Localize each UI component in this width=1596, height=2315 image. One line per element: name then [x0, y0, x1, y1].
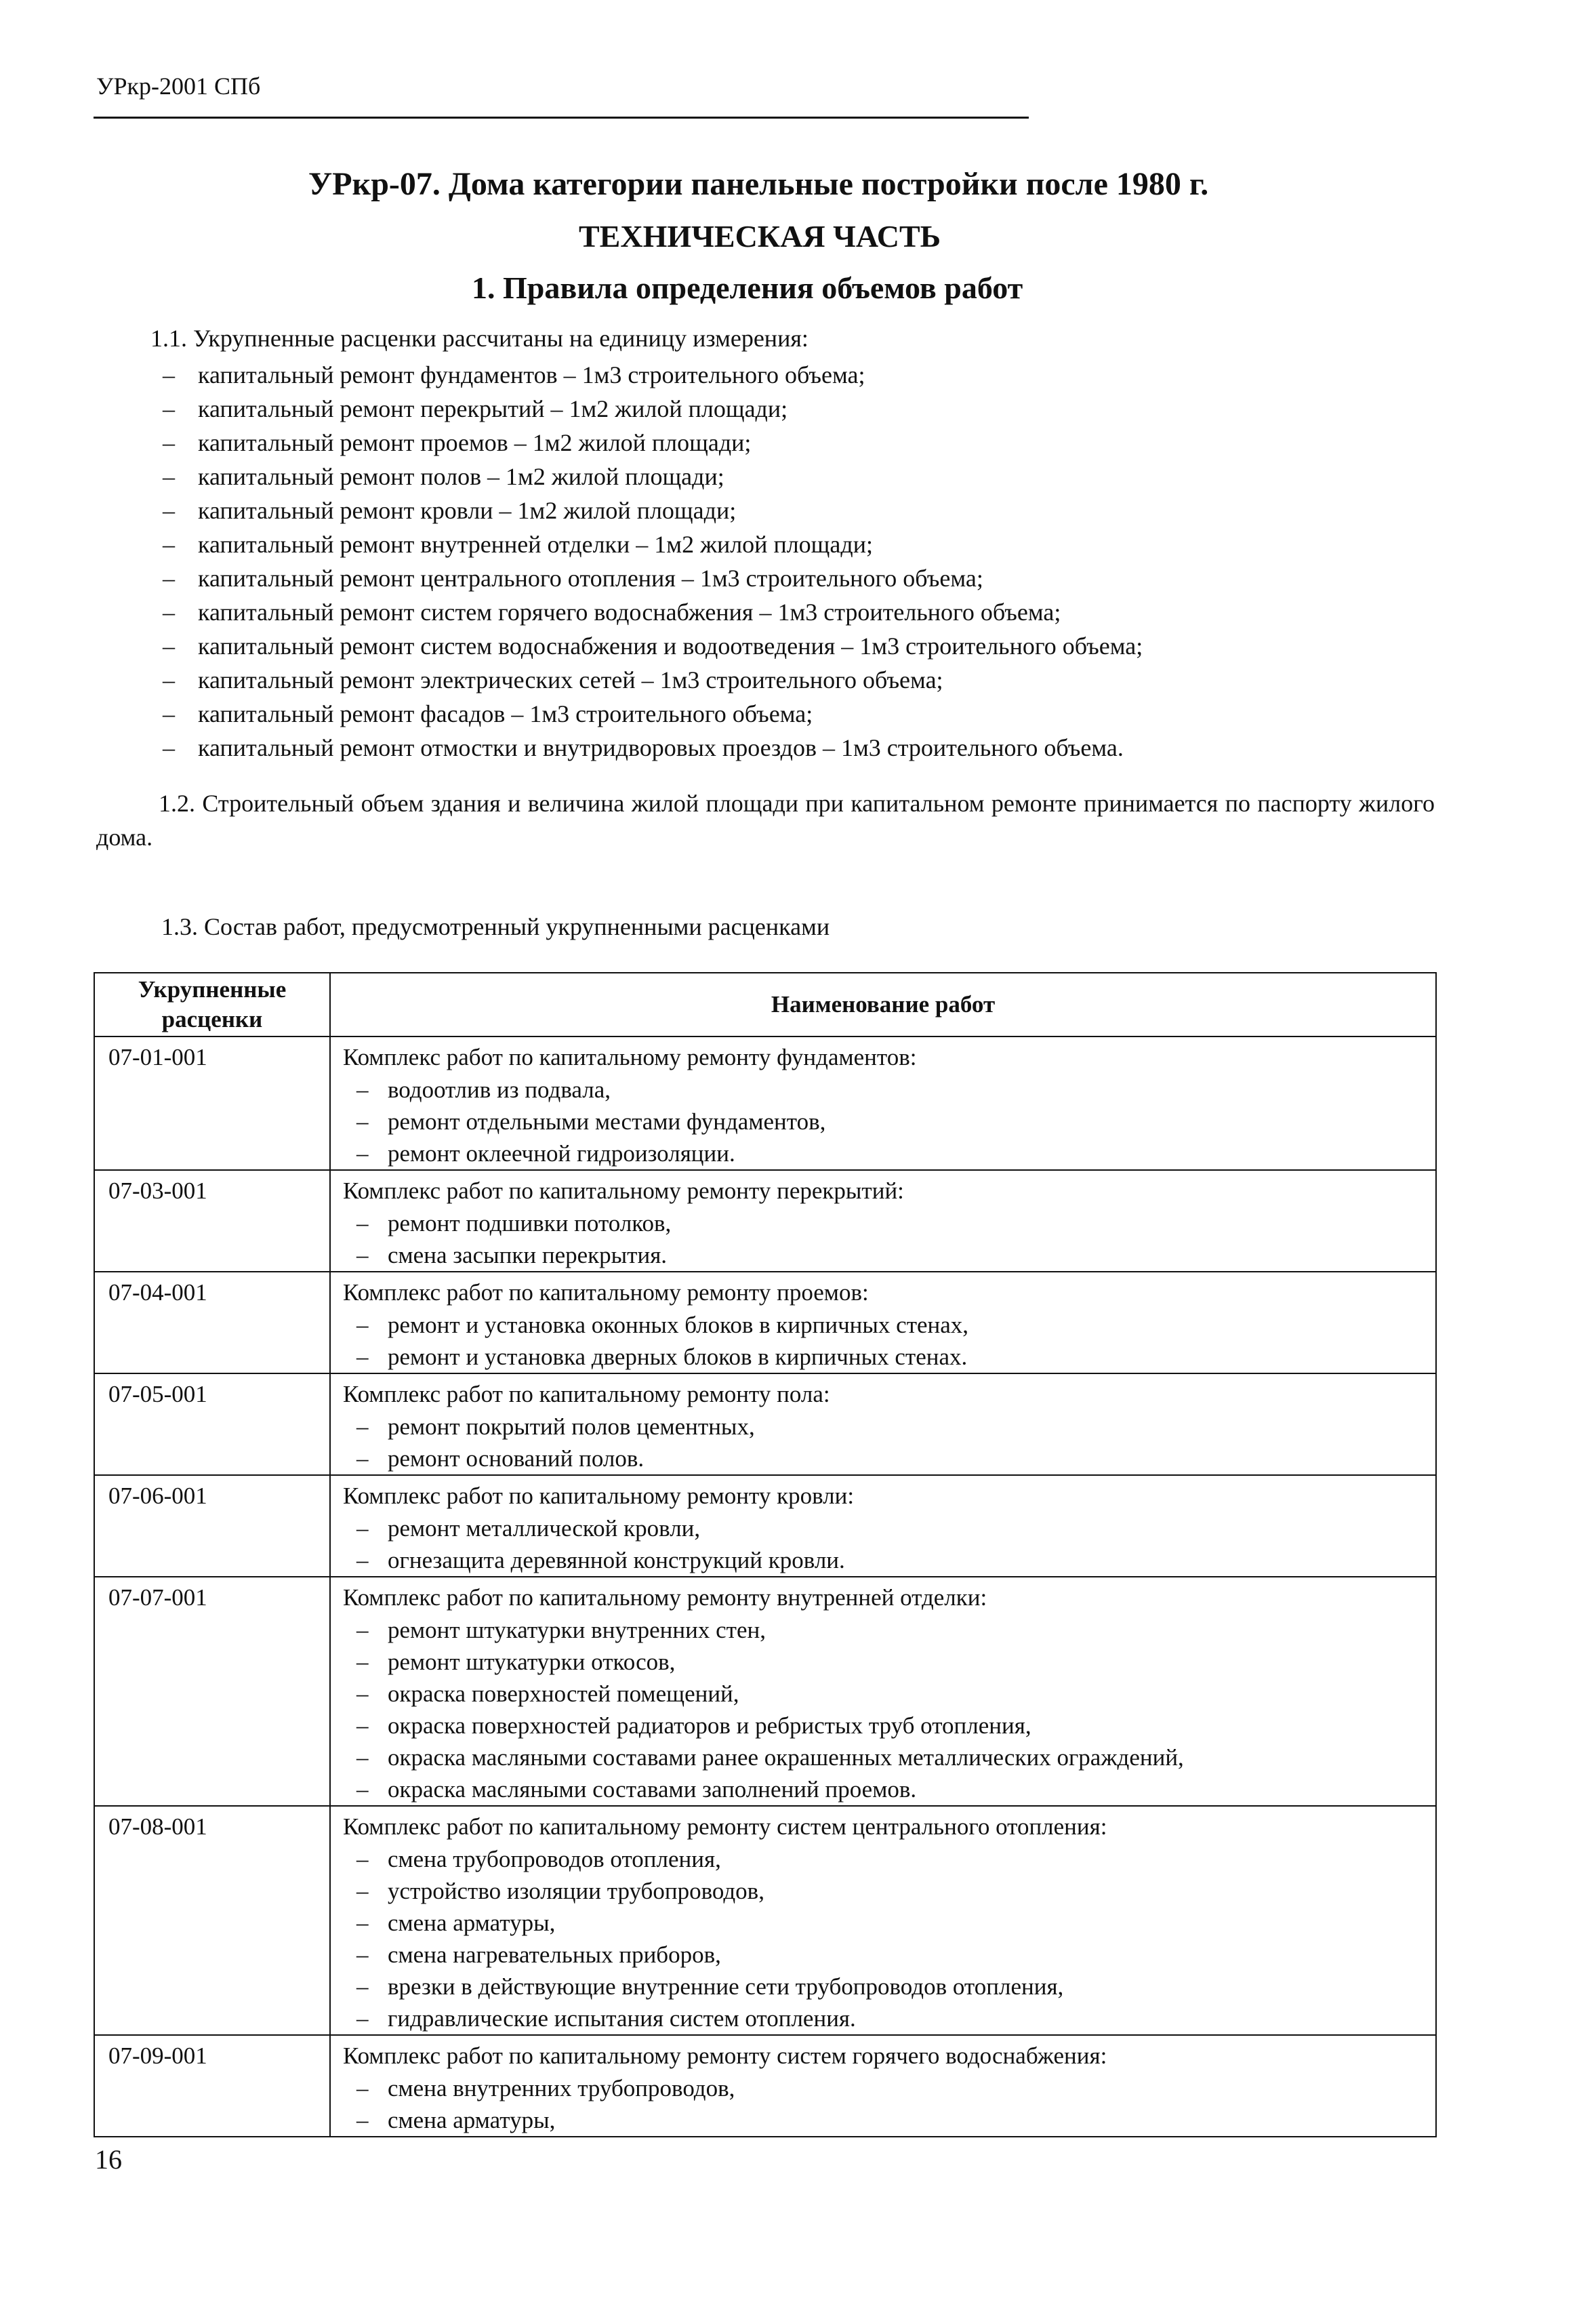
works-lead: Комплекс работ по капитальному ремонту внутренней отделки:	[343, 1584, 987, 1611]
list-item: – капитальный ремонт фундаментов – 1м3 строительного объема;	[163, 358, 1143, 392]
rate-code: 07-08-001	[94, 1806, 330, 2035]
work-item: – смена засыпки перекрытия.	[356, 1239, 1435, 1271]
work-item: – водоотлив из подвала,	[356, 1074, 1435, 1106]
main-title: УРкр-07. Дома категории панельные постройки после 1980 г.	[308, 166, 1209, 202]
table-row	[94, 1272, 1436, 1373]
header-rule	[94, 117, 1029, 119]
works-lead: Комплекс работ по капитальному ремонту проемов:	[343, 1279, 869, 1306]
work-item: – смена трубопроводов отопления,	[356, 1843, 1435, 1875]
works-lead: Комплекс работ по капитальному ремонту пола:	[343, 1381, 830, 1407]
work-item: – смена нагревательных приборов,	[356, 1939, 1435, 1971]
work-item: – окраска поверхностей помещений,	[356, 1678, 1435, 1710]
work-item: – ремонт металлической кровли,	[356, 1512, 1435, 1544]
work-item: – ремонт штукатурки откосов,	[356, 1646, 1435, 1678]
work-item: – ремонт покрытий полов цементных,	[356, 1411, 1435, 1443]
list-item: – капитальный ремонт полов – 1м2 жилой площади;	[163, 460, 1143, 494]
list-item: – капитальный ремонт отмостки и внутридворовых проездов – 1м3 строительного объема.	[163, 731, 1143, 765]
rate-code: 07-06-001	[94, 1475, 330, 1577]
work-item: – ремонт подшивки потолков,	[356, 1207, 1435, 1239]
work-item: – ремонт и установка оконных блоков в кирпичных стенах,	[356, 1309, 1435, 1341]
works-table	[94, 972, 1437, 2137]
list-item: – капитальный ремонт внутренней отделки – 1м2 жилой площади;	[163, 527, 1143, 561]
list-item: – капитальный ремонт проемов – 1м2 жилой площади;	[163, 426, 1143, 460]
section-1-2-text: 1.2. Строительный объем здания и величина жилой площади при капитальном ремонте принимается по паспорту жилого дома.	[96, 790, 1435, 851]
works-cell	[330, 1806, 1436, 2035]
section-1-3-intro: 1.3. Состав работ, предусмотренный укрупненными расценками	[161, 913, 830, 940]
work-item: – огнезащита деревянной конструкций кровли.	[356, 1544, 1435, 1576]
rate-code: 07-04-001	[94, 1272, 330, 1373]
works-cell	[330, 1272, 1436, 1373]
table-row	[94, 1170, 1436, 1272]
table-row	[94, 2035, 1436, 2137]
work-item: – врезки в действующие внутренние сети трубопроводов отопления,	[356, 1971, 1435, 2002]
table-row	[94, 1806, 1436, 2035]
table-row	[94, 1373, 1436, 1475]
list-item: – капитальный ремонт кровли – 1м2 жилой площади;	[163, 494, 1143, 527]
work-item: – смена арматуры,	[356, 1907, 1435, 1939]
rate-code: 07-09-001	[94, 2035, 330, 2137]
list-item: – капитальный ремонт систем водоснабжения и водоотведения – 1м3 строительного объема;	[163, 629, 1143, 663]
section-title: 1. Правила определения объемов работ	[472, 270, 1023, 305]
works-lead: Комплекс работ по капитальному ремонту кровли:	[343, 1483, 855, 1509]
work-item: – ремонт оснований полов.	[356, 1443, 1435, 1474]
table-header-row	[94, 973, 1436, 1036]
work-item: – ремонт отдельными местами фундаментов,	[356, 1106, 1435, 1138]
rate-code: 07-03-001	[94, 1170, 330, 1272]
rate-code: 07-07-001	[94, 1577, 330, 1806]
works-lead: Комплекс работ по капитальному ремонту фундаментов:	[343, 1044, 917, 1070]
work-item: – окраска масляными составами ранее окрашенных металлических ограждений,	[356, 1742, 1435, 1773]
page-number: 16	[95, 2144, 122, 2175]
works-cell	[330, 2035, 1436, 2137]
work-item: – смена арматуры,	[356, 2104, 1435, 2136]
works-cell	[330, 1577, 1436, 1806]
work-item: – устройство изоляции трубопроводов,	[356, 1875, 1435, 1907]
works-lead: Комплекс работ по капитальному ремонту перекрытий:	[343, 1177, 904, 1204]
col-header-name: Наименование работ	[330, 973, 1436, 1036]
section-1-1-intro: 1.1. Укрупненные расценки рассчитаны на единицу измерения:	[150, 325, 809, 352]
work-item: – гидравлические испытания систем отопления.	[356, 2002, 1435, 2034]
work-item: – окраска масляными составами заполнений проемов.	[356, 1773, 1435, 1805]
table-row	[94, 1036, 1436, 1170]
works-cell	[330, 1170, 1436, 1272]
work-item: – смена внутренних трубопроводов,	[356, 2072, 1435, 2104]
list-item: – капитальный ремонт систем горячего водоснабжения – 1м3 строительного объема;	[163, 595, 1143, 629]
unit-list	[163, 358, 1143, 765]
rate-code: 07-05-001	[94, 1373, 330, 1475]
works-cell	[330, 1373, 1436, 1475]
work-item: – ремонт штукатурки внутренних стен,	[356, 1614, 1435, 1646]
work-item: – ремонт оклеечной гидроизоляции.	[356, 1138, 1435, 1169]
works-cell	[330, 1036, 1436, 1170]
list-item: – капитальный ремонт электрических сетей – 1м3 строительного объема;	[163, 663, 1143, 697]
table-row	[94, 1475, 1436, 1577]
works-cell	[330, 1475, 1436, 1577]
list-item: – капитальный ремонт центрального отопления – 1м3 строительного объема;	[163, 561, 1143, 595]
list-item: – капитальный ремонт перекрытий – 1м2 жилой площади;	[163, 392, 1143, 426]
works-lead: Комплекс работ по капитальному ремонту систем горячего водоснабжения:	[343, 2042, 1107, 2069]
list-item: – капитальный ремонт фасадов – 1м3 строительного объема;	[163, 697, 1143, 731]
rate-code: 07-01-001	[94, 1036, 330, 1170]
part-title: ТЕХНИЧЕСКАЯ ЧАСТЬ	[579, 219, 941, 254]
doc-code-header: УРкр-2001 СПб	[96, 73, 261, 100]
work-item: – ремонт и установка дверных блоков в кирпичных стенах.	[356, 1341, 1435, 1373]
work-item: – окраска поверхностей радиаторов и ребристых труб отопления,	[356, 1710, 1435, 1742]
table-row	[94, 1577, 1436, 1806]
works-lead: Комплекс работ по капитальному ремонту систем центрального отопления:	[343, 1813, 1107, 1840]
col-header-code: Укрупненные расценки	[94, 973, 330, 1036]
